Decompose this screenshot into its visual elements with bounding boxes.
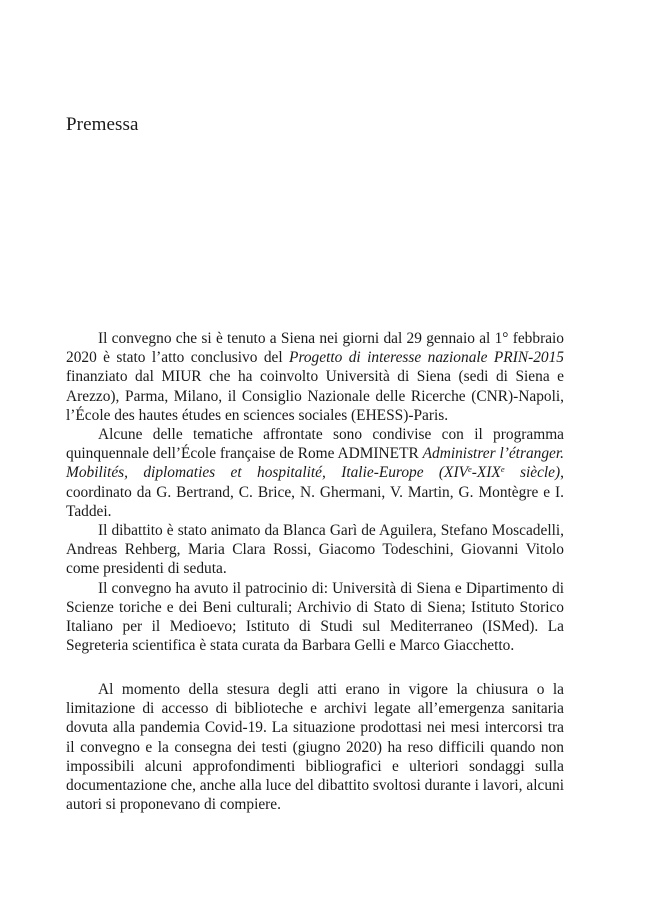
paragraph-patronage	[66, 579, 564, 656]
text-run: , coordinato da G. Bertrand, C. Brice, N. Ghermani, V. Martin, G. Montègre e I. Taddei.	[66, 464, 564, 520]
page-title: Premessa	[66, 114, 139, 135]
text-run: Il convegno ha avuto il patrocinio di: Università di Siena e Dipartimento di Scienze toriche e dei Beni culturali; Archivio di Stato di Siena; Istituto Storico Italiano per il Medioevo; Istituto di Studi sul Mediterraneo (ISMed). La Segreteria scientifica è stata curata da Barbara Gelli e Marco Giacchetto.	[66, 579, 564, 655]
text-run: Il dibattito è stato animato da Blanca Garì de Aguilera, Stefano Moscadelli, Andreas Rehberg, Maria Clara Rossi, Giacomo Todeschini, Giovanni Vitolo come presidenti di seduta.	[66, 522, 564, 578]
text-run: finanziato dal MIUR che ha coinvolto Università di Siena (sedi di Siena e Arezzo), Parma, Milano, il Consiglio Nazionale delle Ricerche (CNR)-Napoli, l’École des hautes études en sciences sociales (EHESS)-Paris.	[66, 368, 564, 424]
superscript-text: e	[467, 464, 472, 475]
paragraph-session-chairs	[66, 521, 564, 579]
paragraph-shared-themes	[66, 425, 564, 521]
text-run: Il convegno che si è tenuto a Siena nei giorni dal 29 gennaio al 1° febbraio 2020 è stato l’atto conclusivo del	[66, 330, 564, 367]
italic-text: Progetto di interesse nazionale PRIN-2015	[289, 349, 564, 367]
paragraph-covid-limitations	[66, 680, 564, 814]
preface-body	[66, 329, 564, 655]
covid-note	[66, 680, 564, 814]
paragraph-conference-overview	[66, 329, 564, 425]
superscript-text: e	[500, 464, 505, 475]
italic-text: -XIX	[471, 464, 501, 482]
italic-text: siècle)	[504, 464, 561, 482]
italic-text: Administrer l’étranger. Mobilités, diplomaties et hospitalité, Italie-Europe (XIV	[66, 445, 564, 482]
text-run: Al momento della stesura degli atti erano in vigore la chiusura o la limitazione di accesso di biblioteche e archivi legate all’emergenza sanitaria dovuta alla pandemia Covid-19. La situazione prodottasi nei mesi intercorsi tra il convegno e la consegna dei testi (giugno 2020) ha reso difficili quando non impossibili alcuni approfondimenti bibliografici e ulteriori sondaggi sulla documentazione che, anche alla luce del dibattito svoltosi durante i lavori, alcuni autori si proponevano di compiere.	[66, 681, 564, 814]
text-run: Alcune delle tematiche affrontate sono condivise con il programma quinquennale dell’École française de Rome ADMINETR	[66, 426, 564, 463]
